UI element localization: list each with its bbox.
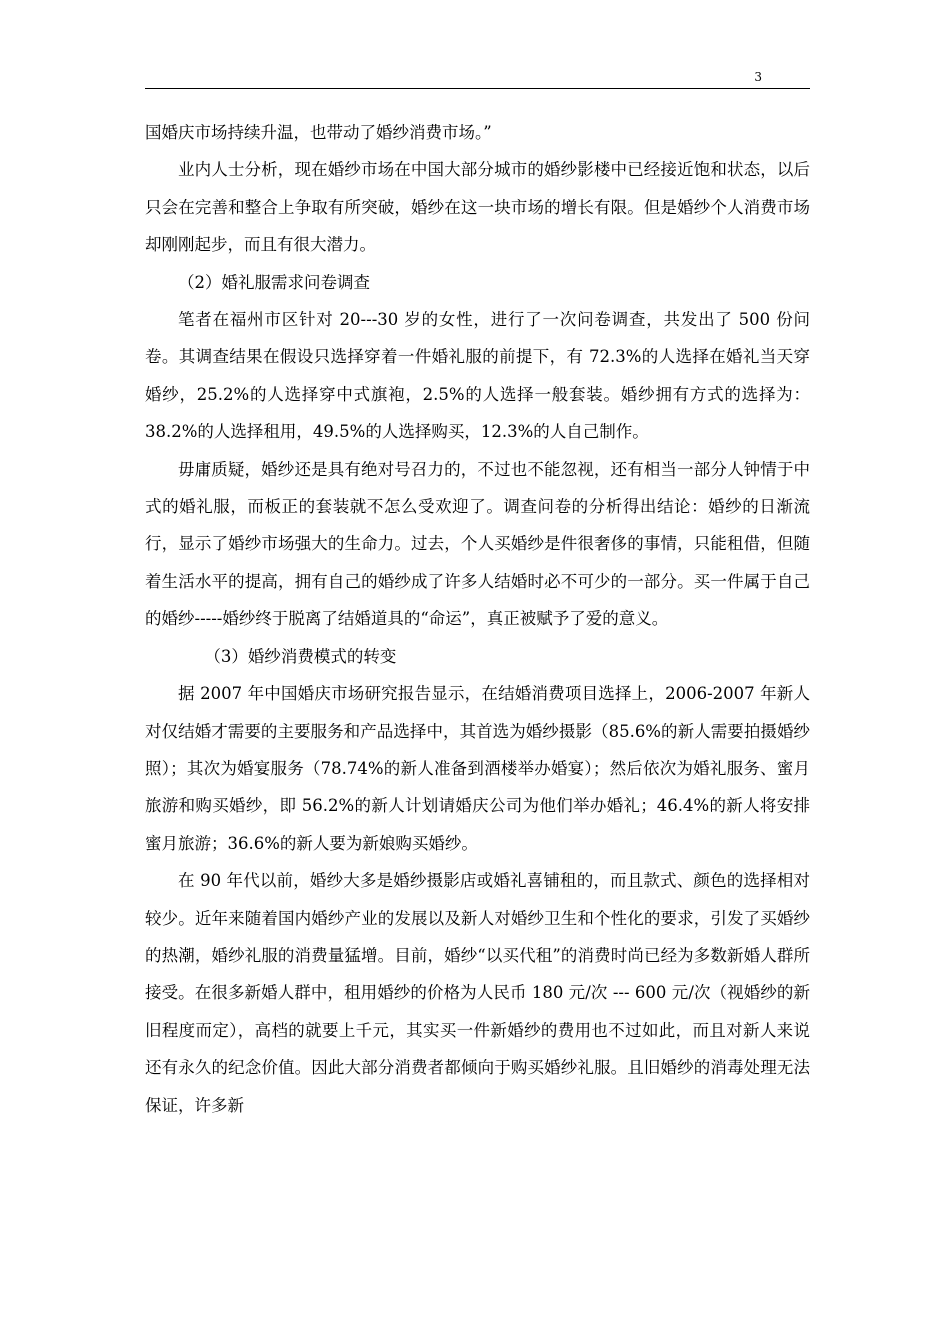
page-header [145, 70, 810, 89]
page-number: 3 [754, 70, 762, 84]
paragraph-continuation: 国婚庆市场持续升温，也带动了婚纱消费市场。” [145, 123, 492, 142]
paragraph-survey-analysis: 毋庸质疑，婚纱还是具有绝对号召力的，不过也不能忽视，还有相当一部分人钟情于中式的婚礼服，而板正的套装就不怎么受欢迎了。调查问卷的分析得出结论：婚纱的日渐流行，显示了婚纱市场强大的生命力。过去，个人买婚纱是件很奢侈的事情，只能租借，但随着生活水平的提高，拥有自己的婚纱成了许多人结婚时必不可少的一部分。买一件属于自己的婚纱-----婚纱终于脱离了结婚道具的“命运”，真正被赋予了爱的意义。 [145, 459, 810, 629]
paragraph-market-report: 据 2007 年中国婚庆市场研究报告显示，在结婚消费项目选择上，2006-2007 年新人对仅结婚才需要的主要服务和产品选择中，其首选为婚纱摄影（85.6%的新人需要拍摄婚纱照）；其次为婚宴服务（78.74%的新人准备到酒楼举办婚宴）；然后依次为婚礼服务、蜜月旅游和购买婚纱，即 56.2%的新人计划请婚庆公司为他们举办婚礼；46.4%的新人将安排蜜月旅游；36.6%的新人要为新娘购买婚纱。 [145, 684, 810, 853]
paragraph-industry-analysis: 业内人士分析，现在婚纱市场在中国大部分城市的婚纱影楼中已经接近饱和状态，以后只会在完善和整合上争取有所突破，婚纱在这一块市场的增长有限。但是婚纱个人消费市场却刚刚起步，而且有很大潜力。 [145, 160, 810, 255]
paragraph-survey-results: 笔者在福州市区针对 20---30 岁的女性，进行了一次问卷调查，共发出了 500 份问卷。其调查结果在假设只选择穿着一件婚礼服的前提下，有 72.3%的人选择在婚礼当天穿婚纱，25.2%的人选择穿中式旗袍，2.5%的人选择一般套装。婚纱拥有方式的选择为：38.2%的人选择租用，49.5%的人选择购买，12.3%的人自己制作。 [145, 310, 810, 442]
document-body [145, 114, 810, 1124]
section-heading-consumption-mode: （3）婚纱消费模式的转变 [204, 646, 397, 666]
section-heading-survey: （2）婚礼服需求问卷调查 [178, 272, 370, 292]
paragraph-buy-vs-rent: 在 90 年代以前，婚纱大多是婚纱摄影店或婚礼喜铺租的，而且款式、颜色的选择相对较少。近年来随着国内婚纱产业的发展以及新人对婚纱卫生和个性化的要求，引发了买婚纱的热潮，婚纱礼服的消费量猛增。目前，婚纱“以买代租”的消费时尚已经为多数新婚人群所接受。在很多新婚人群中，租用婚纱的价格为人民币 180 元/次 --- 600 元/次（视婚纱的新旧程度而定），高档的就要上千元，其实买一件新婚纱的费用也不过如此，而且对新人来说还有永久的纪念价值。因此大部分消费者都倾向于购买婚纱礼服。且旧婚纱的消毒处理无法保证，许多新 [145, 871, 810, 1115]
